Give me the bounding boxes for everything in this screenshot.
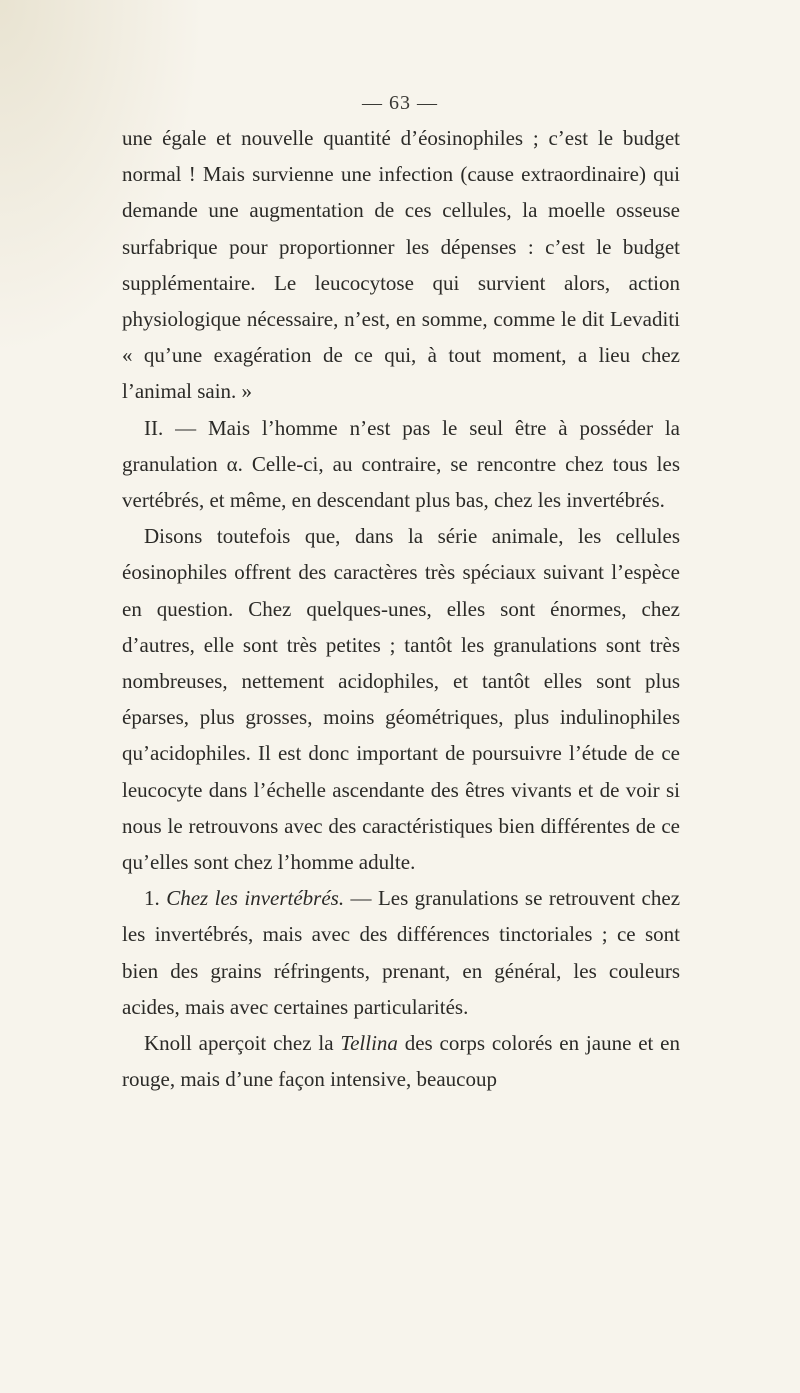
paragraph-1: une égale et nouvelle quantité d’éosinophiles ; c’est le budget normal ! Mais survienne une infection (cause extraordinaire) qui demande une augmentation de ces cellules, la moelle osseuse surfabrique pour proportionner les dépenses : c’est le budget supplémentaire. Le leucocytose qui survient alors, action physiologique nécessaire, n’est, en somme, comme le dit Levaditi « qu’une exagération de ce qui, à tout moment, a lieu chez l’animal sain. »: [122, 126, 680, 404]
paragraph-4-text: — Les granulations se retrouvent chez les invertébrés, mais avec des différences tinctoriales ; ce sont bien des grains réfringents, prenant, en général, les couleurs acides, mais avec certaines particularités.: [122, 886, 681, 1019]
paragraph-5: [122, 1025, 680, 1097]
paragraph-5-lead: Knoll aperçoit chez la: [144, 1031, 341, 1056]
paragraph-2: II. — Mais l’homme n’est pas le seul être à posséder la granulation α. Celle-ci, au contraire, se rencontre chez tous les vertébrés, et même, en descendant plus bas, chez les invertébrés.: [122, 415, 680, 513]
body-text: [122, 120, 680, 1097]
paragraph-4: [122, 880, 680, 1025]
paragraph-4-lead: 1.: [144, 886, 167, 911]
paragraph-3: Disons toutefois que, dans la série animale, les cellules éosinophiles offrent des caractères très spéciaux suivant l’espèce en question. Chez quelques-unes, elles sont énormes, chez d’autres, elle sont très petites ; tantôt les granulations sont très nombreuses, nettement acidophiles, et tantôt elles sont plus éparses, plus grosses, moins géométriques, plus indulinophiles qu’acidophiles. Il est donc important de poursuivre l’étude de ce leucocyte dans l’échelle ascendante des êtres vivants et de voir si nous le retrouvons avec des caractéristiques bien différentes de ce qu’elles sont chez l’homme adulte.: [122, 524, 680, 875]
page-number: — 63 —: [362, 92, 438, 114]
section-heading-invertebrates: Chez les invertébrés.: [166, 886, 345, 911]
species-name-tellina: Tellina: [340, 1031, 398, 1056]
paragraph-5-text: des corps colorés en jaune et en rouge, mais d’une façon intensive, beaucoup: [122, 1031, 680, 1092]
